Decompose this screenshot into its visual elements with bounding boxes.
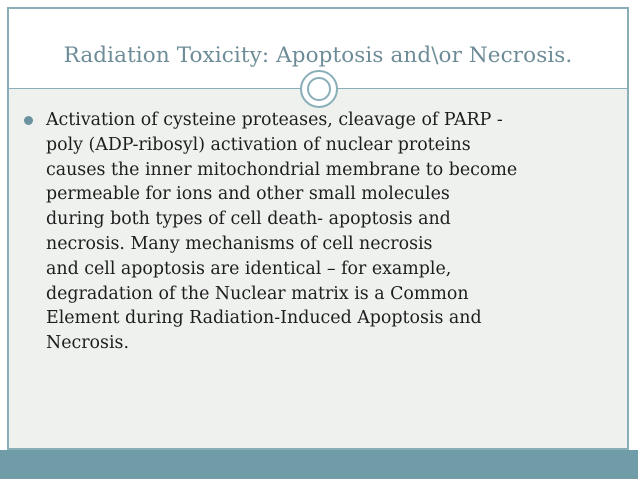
bullet-icon [24,116,33,125]
body-line-10: Necrosis. [46,333,129,354]
body-line-4: permeable for ions and other small molecules [46,184,450,205]
slide-body [24,108,619,356]
body-line-1: Activation of cysteine proteases, cleavage of PARP - [46,110,503,130]
body-line-2: poly (ADP-ribosyl) activation of nuclear proteins [46,134,471,155]
body-line-9: Element during Radiation-Induced Apoptosis and [46,308,482,329]
bullet-line-1 [24,108,619,133]
body-line-7: and cell apoptosis are identical – for example, [46,258,452,279]
body-line-8: degradation of the Nuclear matrix is a Common [46,283,469,304]
body-line-6: necrosis. Many mechanisms of cell necrosis [46,233,433,254]
bottom-band [0,450,638,479]
body-line-5: during both types of cell death- apoptosis and [46,209,451,230]
double-circle-ornament-icon [300,70,338,108]
ornament-inner-circle [307,77,331,101]
slide-title: Radiation Toxicity: Apoptosis and\or Necrosis. [63,43,573,68]
body-line-3: causes the inner mitochondrial membrane to become [46,159,518,180]
